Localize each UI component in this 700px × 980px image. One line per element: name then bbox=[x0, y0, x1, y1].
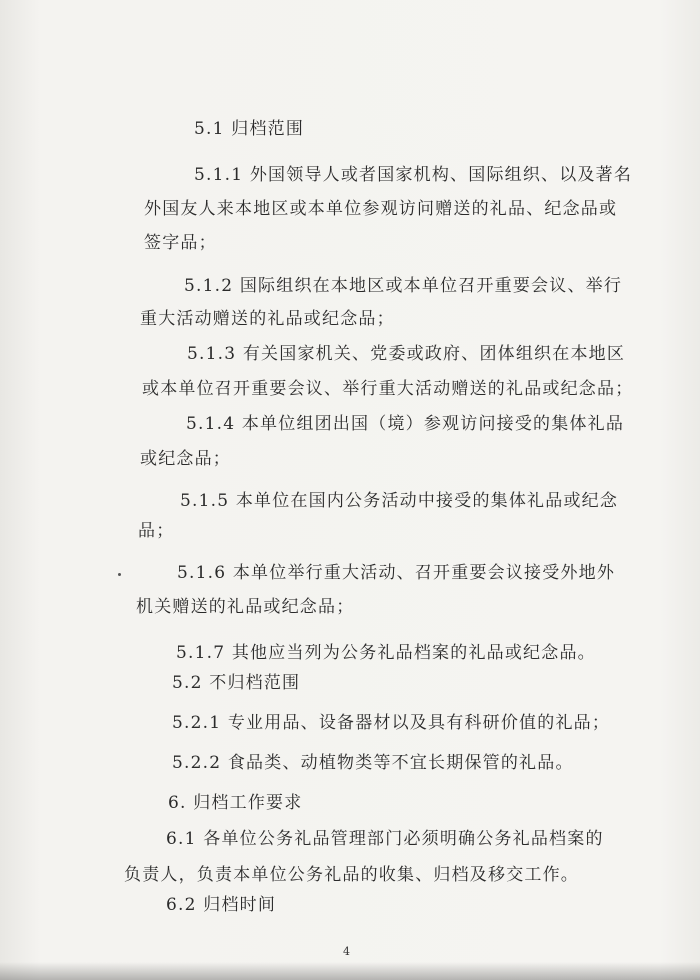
item-5-1-3-line-2: 或本单位召开重要会议、举行重大活动赠送的礼品或纪念品； bbox=[142, 379, 634, 399]
item-5-2-2: 5.2.2 食品类、动植物类等不宜长期保管的礼品。 bbox=[172, 753, 574, 773]
item-6-1-line-1: 6.1 各单位公务礼品管理部门必须明确公务礼品档案的 bbox=[166, 829, 604, 849]
item-5-1-6-line-2: 机关赠送的礼品或纪念品； bbox=[136, 597, 355, 617]
item-5-1-4-line-2: 或纪念品； bbox=[140, 449, 231, 469]
item-5-1-7: 5.1.7 其他应当列为公务礼品档案的礼品或纪念品。 bbox=[176, 643, 596, 663]
scan-speck bbox=[118, 573, 121, 576]
item-5-1-2-line-1: 5.1.2 国际组织在本地区或本单位召开重要会议、举行 bbox=[184, 276, 623, 296]
item-5-1-2-line-2: 重大活动赠送的礼品或纪念品； bbox=[140, 309, 395, 329]
item-5-1-4-line-1: 5.1.4 本单位组团出国（境）参观访问接受的集体礼品 bbox=[186, 414, 625, 434]
heading-6: 6. 归档工作要求 bbox=[168, 793, 303, 813]
item-5-1-6-line-1: 5.1.6 本单位举行重大活动、召开重要会议接受外地外 bbox=[177, 563, 616, 583]
item-5-1-1-line-1: 5.1.1 外国领导人或者国家机构、国际组织、以及著名 bbox=[194, 165, 633, 185]
item-5-1-3-line-1: 5.1.3 有关国家机关、党委或政府、团体组织在本地区 bbox=[187, 344, 626, 364]
item-5-1-1-line-2: 外国友人来本地区或本单位参观访问赠送的礼品、纪念品或 bbox=[144, 199, 618, 219]
item-5-1-1-line-3: 签字品； bbox=[144, 233, 217, 253]
heading-5-2: 5.2 不归档范围 bbox=[172, 673, 301, 693]
item-5-2-1: 5.2.1 专业用品、设备器材以及具有科研价值的礼品； bbox=[172, 713, 611, 733]
page-number: 4 bbox=[343, 945, 350, 958]
heading-6-2: 6.2 归档时间 bbox=[166, 895, 277, 915]
heading-5-1: 5.1 归档范围 bbox=[194, 119, 305, 139]
item-5-1-5-line-1: 5.1.5 本单位在国内公务活动中接受的集体礼品或纪念 bbox=[180, 491, 619, 511]
item-6-1-line-2: 负责人，负责本单位公务礼品的收集、归档及移交工作。 bbox=[124, 865, 579, 885]
scan-bottom-shadow bbox=[0, 962, 700, 980]
item-5-1-5-line-2: 品； bbox=[138, 521, 175, 541]
